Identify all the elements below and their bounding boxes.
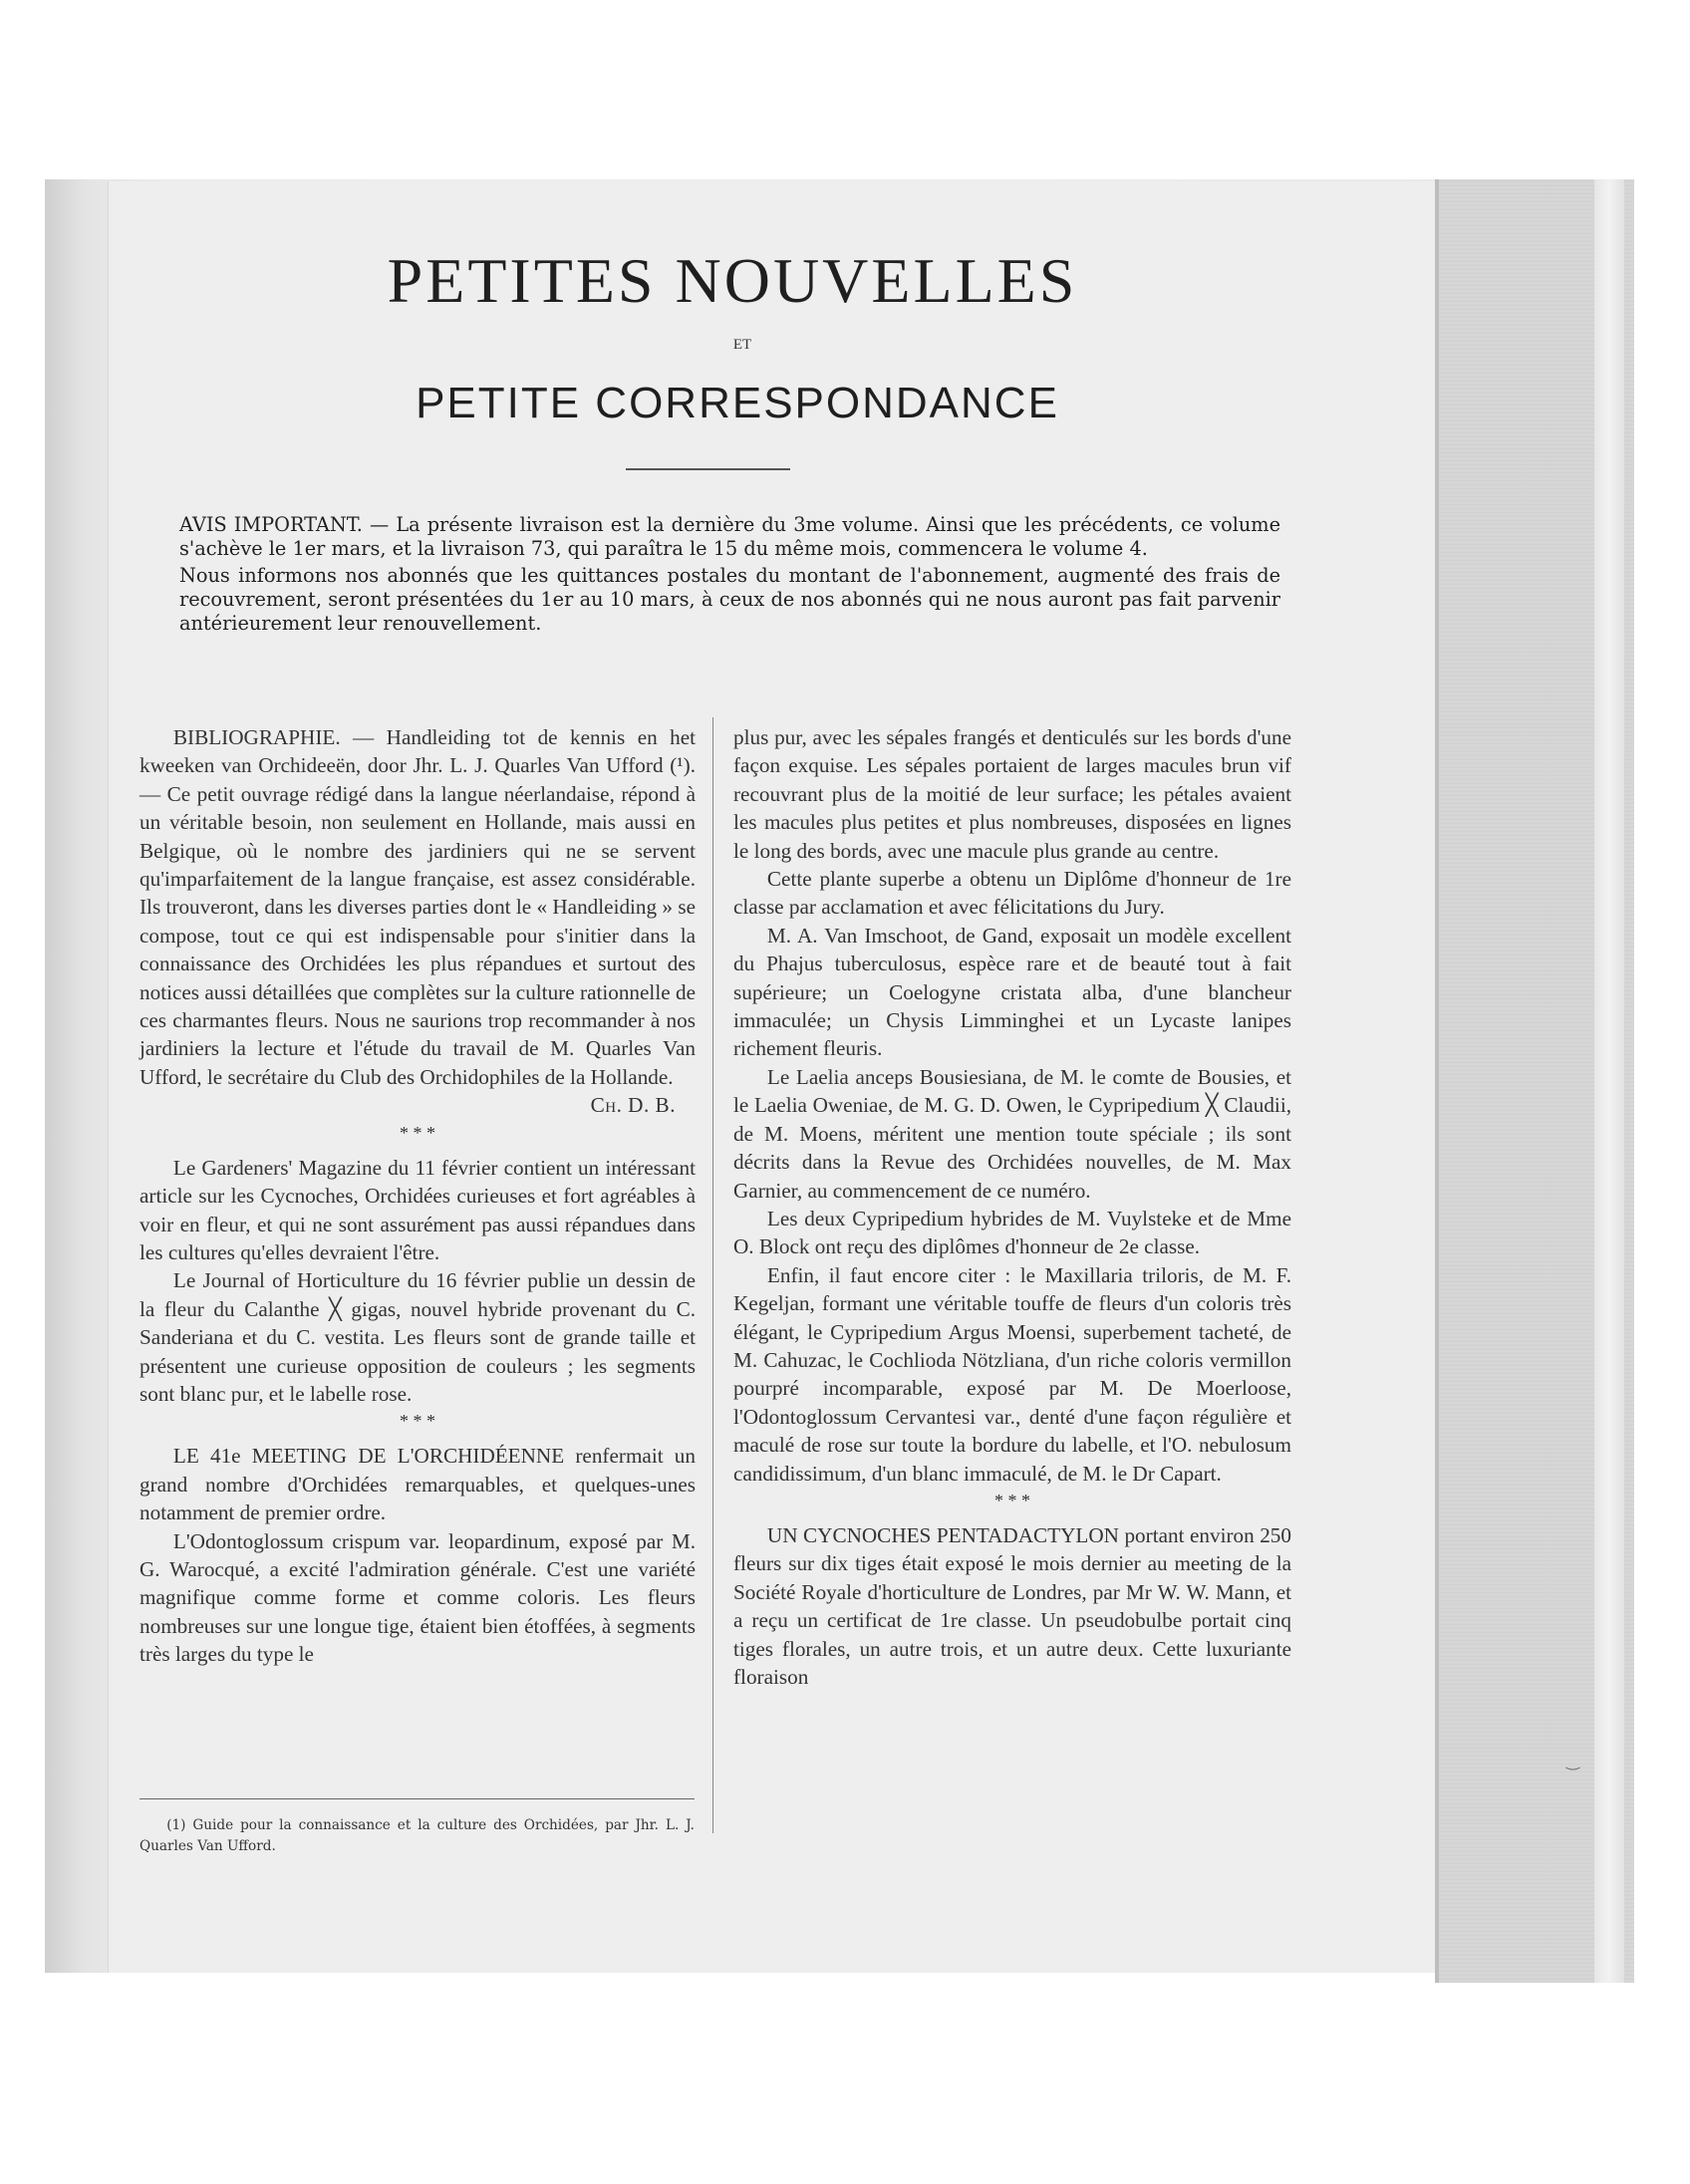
- journal-horticulture-paragraph: Le Journal of Horticulture du 16 février publie un dessin de la fleur du Calanthe ╳ gigas, nouvel hybride provenant du C. Sanderiana et du C. vestita. Les fleurs sont de grande taille et présentent une curieuse opposition de couleurs ; les segments sont blanc pur, et le labelle rose.: [140, 1268, 696, 1406]
- avis-important: [179, 513, 1280, 636]
- separator-stars: * * *: [994, 1490, 1030, 1510]
- diplome-paragraph: Cette plante superbe a obtenu un Diplôme d'honneur de 1re classe par acclamation et avec félicitations du Jury.: [733, 867, 1291, 920]
- imschoot-paragraph: M. A. Van Imschoot, de Gand, exposait un modèle excellent du Phajus tuberculosus, espèce rare et de beauté tout à fait supérieure; un Coelogyne cristata alba, d'une blancheur immaculée; un Chysis Limminghei et un Lycaste lanipes richement fleuris.: [733, 923, 1291, 1061]
- footnote: (1) Guide pour la connaissance et la culture des Orchidées, par Jhr. L. J. Quarles Van Ufford.: [140, 1817, 695, 1854]
- margin-mark: ‿: [1566, 1752, 1579, 1771]
- right-column: [733, 723, 1291, 1691]
- avis-paragraph-1: AVIS IMPORTANT. — La présente livraison est la dernière du 3me volume. Ainsi que les précédents, ce volume s'achève le 1er mars, et la livraison 73, qui paraîtra le 15 du même mois, commencera le volume 4.: [179, 513, 1280, 560]
- avis-paragraph-2: Nous informons nos abonnés que les quittances postales du montant de l'abonnement, augmenté des frais de recouvrement, seront présentées du 1er au 10 mars, à ceux de nos abonnés qui ne nous auront pas fait parvenir antérieurement leur renouvellement.: [179, 564, 1280, 635]
- left-column: [140, 723, 696, 1669]
- cypripedium-paragraph: Les deux Cypripedium hybrides de M. Vuylsteke et de Mme O. Block ont reçu des diplômes d'honneur de 2e classe.: [733, 1206, 1291, 1259]
- bibliographie-paragraph: [140, 723, 696, 1120]
- bibliographie-text: BIBLIOGRAPHIE. — Handleiding tot de kennis en het kweeken van Orchideeën, door Jhr. L. J. Quarles Van Ufford (¹). — Ce petit ouvrage rédigé dans la langue néerlandaise, répond à un véritable besoin, non seulement en Hollande, mais aussi en Belgique, où le nombre des jardiniers qui ne se servent qu'imparfaitement de la langue française, est assez considérable. Ils trouveront, dans les diverses parties dont le « Handleiding » se compose, tout ce qui est indispensable pour s'initier dans la connaissance des Orchidées les plus répandues et surtout des notices aussi détaillées que complètes sur la culture rationnelle de ces charmantes fleurs. Nous ne saurions trop recommander à nos jardiniers la lecture et l'étude du travail de M. Quarles Van Ufford, le secrétaire du Club des Orchidophiles de la Hollande.: [140, 725, 696, 1089]
- column-divider: [712, 717, 713, 1833]
- title-rule: [626, 468, 790, 470]
- separator-stars: * * *: [400, 1122, 435, 1143]
- cycnoches-paragraph: UN CYCNOCHES PENTADACTYLON portant environ 250 fleurs sur dix tiges était exposé le mois dernier au meeting de la Société Royale d'horticulture de Londres, par Mr W. W. Mann, et a reçu un certificat de 1re classe. Un pseudobulbe portait cinq tiges florales, un autre trois, et un autre deux. Cette luxuriante floraison: [733, 1522, 1291, 1689]
- continuation-paragraph: plus pur, avec les sépales frangés et denticulés sur les bords d'une façon exquise. Les sépales portaient de larges macules brun vif recouvrant plus de la moitié de leur surface; les pétales avaient les macules plus petites et plus nombreuses, disposées en lignes le long des bords, avec une macule plus grande au centre.: [733, 725, 1291, 863]
- spine-edge: [1435, 179, 1439, 1983]
- meeting-paragraph: LE 41e MEETING DE L'ORCHIDÉENNE renfermait un grand nombre d'Orchidées remarquables, et quelques-unes notamment de premier ordre.: [140, 1444, 696, 1525]
- laelia-paragraph: Le Laelia anceps Bousiesiana, de M. le comte de Bousies, et le Laelia Oweniae, de M. G. D. Owen, le Cypripedium ╳ Claudii, de M. Moens, méritent une mention toute spéciale ; ils sont décrits dans la Revue des Orchidées nouvelles, de M. Max Garnier, au commencement de ce numéro.: [733, 1064, 1291, 1203]
- bibliographie-signature: Ch. D. B.: [590, 1093, 676, 1118]
- page-title: PETITES NOUVELLES: [387, 245, 1078, 316]
- odontoglossum-paragraph: L'Odontoglossum crispum var. leopardinum, exposé par M. G. Warocqué, a excité l'admiration générale. C'est une variété magnifique comme forme et comme coloris. Les fleurs nombreuses sur une longue tige, étaient bien étoffées, à segments très larges du type le: [140, 1528, 696, 1667]
- footnote-rule: [140, 1798, 695, 1799]
- title-conjunction: ET: [732, 337, 752, 353]
- page-subtitle: PETITE CORRESPONDANCE: [416, 379, 1059, 427]
- gardeners-magazine-paragraph: Le Gardeners' Magazine du 11 février contient un intéressant article sur les Cycnoches, Orchidées curieuses et fort agréables à voir en fleur, et qui ne sont assurément pas aussi répandues dans les cultures qu'elles devraient l'être.: [140, 1155, 696, 1264]
- separator-stars: * * *: [400, 1411, 435, 1432]
- spine-strip: [1594, 179, 1624, 1983]
- maxillaria-paragraph: Enfin, il faut encore citer : le Maxillaria triloris, de M. F. Kegeljan, formant une véritable touffe de fleurs d'un coloris très élégant, le Cypripedium Argus Moensi, superbement tacheté, de M. Cahuzac, le Cochlioda Nötzliana, d'un riche coloris vermillon pourpré incomparable, exposé par M. De Moerloose, l'Odontoglossum Cervantesi var., denté d'une façon régulière et maculé de rose sur toute la bordure du labelle, et l'O. nebulosum candidissimum, d'un blanc immaculé, de M. le Dr Capart.: [733, 1262, 1291, 1486]
